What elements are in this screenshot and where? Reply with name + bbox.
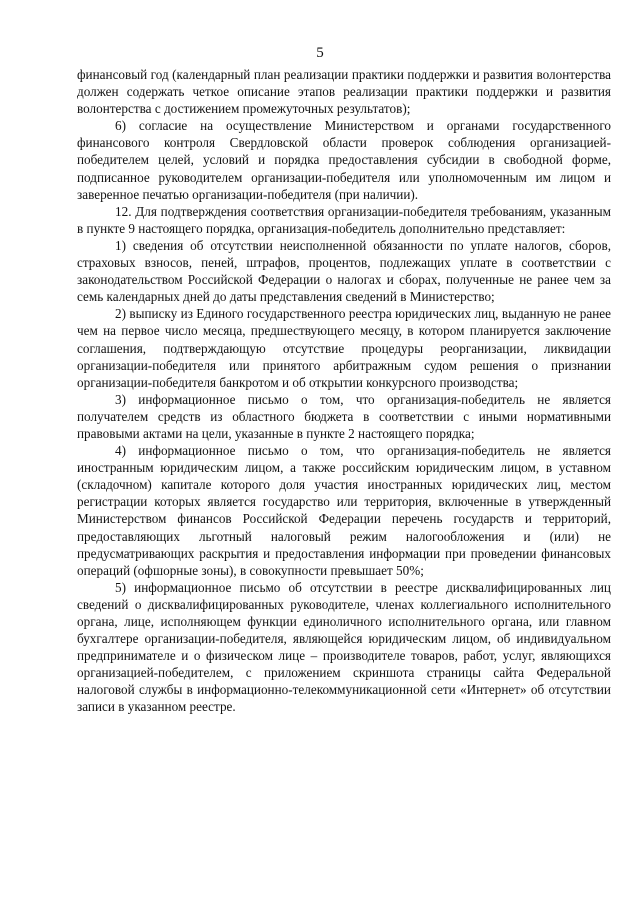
paragraph-item-1-tax-info: 1) сведения об отсутствии неисполненной обязанности по уплате налогов, сборов, страховых взносов, пеней, штрафов, процентов, подлежащих уплате в соответствии с законодательством Российской Федерации о налогах и сборах, полученные не ранее чем за семь календарных дней до даты представления сведений в Министерство;: [77, 237, 611, 305]
paragraph-item-3-budget-letter: 3) информационное письмо о том, что организация-победитель не является получателем средств из областного бюджета в соответствии с иными нормативными правовыми актами на цели, указанные в пункте 2 настоящего порядка;: [77, 391, 611, 441]
paragraph-12-requirements: 12. Для подтверждения соответствия организации-победителя требованиям, указанным в пункте 9 настоящего порядка, организация-победитель дополнительно представляет:: [77, 203, 611, 236]
paragraph-item-4-foreign-entity-letter: 4) информационное письмо о том, что организация-победитель не является иностранным юридическим лицом, а также российским юридическим лицом, в уставном (складочном) капитале которого доля участия иностранных юридических лиц, местом регистрации которых является государство или территория, включенные в утвержденный Министерством финансов Российской Федерации перечень государств и территорий, предоставляющих льготный налоговый режим налогообложения и (или) не предусматривающих раскрытия и предоставления информации при проведении финансовых операций (офшорные зоны), в совокупности превышает 50%;: [77, 443, 611, 578]
paragraph-continuation: финансовый год (календарный план реализации практики поддержки и развития волонтерства должен содержать четкое описание этапов реализации практики поддержки и развития волонтерства с достижением промежуточных результатов);: [77, 67, 611, 117]
page-number: 5: [316, 45, 324, 61]
paragraph-item-2-registry-extract: 2) выписку из Единого государственного реестра юридических лиц, выданную не ранее чем на первое число месяца, предшествующего месяцу, в котором планируется заключение соглашения, подтверждающую отсутствие процедуры реорганизации, ликвидации организации-победителя или принятого арбитражным судом решения о признании организации-победителя банкротом и об открытии конкурсного производства;: [77, 306, 611, 390]
document-body: [77, 66, 611, 716]
paragraph-item-6-consent: 6) согласие на осуществление Министерством и органами государственного финансового контроля Свердловской области проверок соблюдения организацией-победителем целей, условий и порядка предоставления субсидии в свободной форме, подписанное руководителем организации-победителя или уполномоченным им лицом и заверенное печатью организации-победителя (при наличии).: [77, 118, 611, 202]
paragraph-item-5-disqualified-letter: 5) информационное письмо об отсутствии в реестре дисквалифицированных лиц сведений о дисквалифицированных руководителе, членах коллегиального исполнительного органа, лице, исполняющем функции единоличного исполнительного органа, или главном бухгалтере организации-победителя, являющейся юридическим лицом, об индивидуальном предпринимателе и о физическом лице – производителе товаров, работ, услуг, являющихся организацией-победителем, с приложением скриншота страницы сайта Федеральной налоговой службы в информационно-телекоммуникационной сети «Интернет» об отсутствии записи в указанном реестре.: [77, 579, 611, 715]
